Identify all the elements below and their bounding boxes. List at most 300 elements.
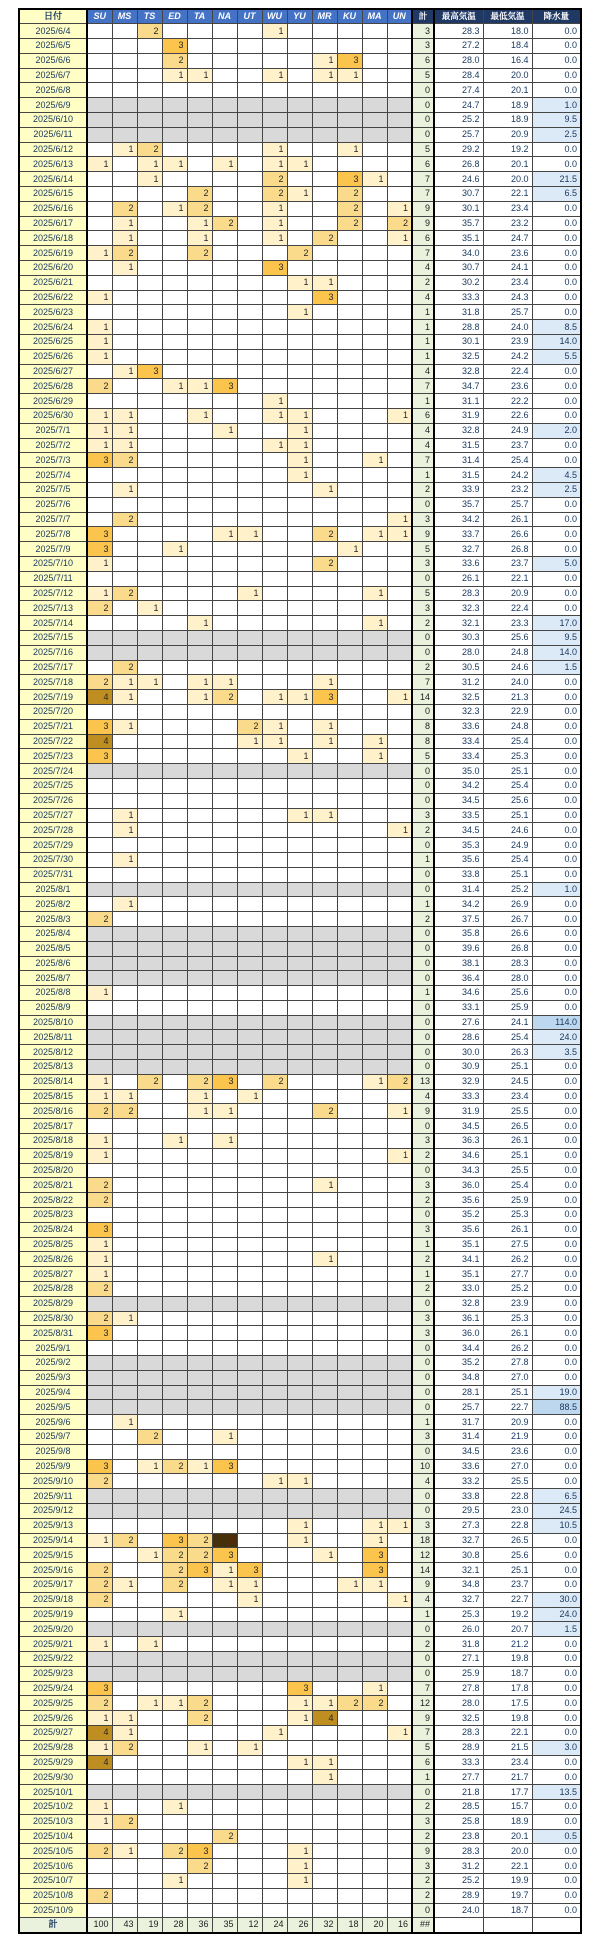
value-cell[interactable] [287,1148,312,1163]
precip-cell[interactable]: 0.0 [532,926,581,941]
value-cell[interactable] [337,704,362,719]
value-cell[interactable] [362,423,387,438]
value-cell[interactable] [187,734,212,749]
value-cell[interactable] [287,897,312,912]
value-cell[interactable] [262,838,287,853]
max-temp-cell[interactable]: 30.0 [434,1045,483,1060]
value-cell[interactable] [362,1311,387,1326]
value-cell[interactable] [137,1503,162,1518]
value-cell[interactable] [362,1844,387,1859]
value-cell[interactable] [337,1548,362,1563]
value-cell[interactable] [237,690,262,705]
value-cell[interactable] [137,867,162,882]
value-cell[interactable]: 1 [187,231,212,246]
value-cell[interactable]: 1 [87,1074,112,1089]
value-cell[interactable] [187,453,212,468]
value-cell[interactable] [137,1577,162,1592]
value-cell[interactable] [237,778,262,793]
value-cell[interactable] [387,912,412,927]
value-cell[interactable] [312,1888,337,1903]
precip-cell[interactable]: 0.0 [532,586,581,601]
value-cell[interactable] [387,1637,412,1652]
value-cell[interactable] [112,1222,137,1237]
value-cell[interactable] [312,1193,337,1208]
value-cell[interactable] [212,1859,237,1874]
value-cell[interactable] [262,1770,287,1785]
value-cell[interactable] [262,1208,287,1223]
value-cell[interactable] [212,1755,237,1770]
value-cell[interactable] [87,838,112,853]
value-cell[interactable] [262,1681,287,1696]
value-cell[interactable] [337,512,362,527]
value-cell[interactable] [312,216,337,231]
max-temp-cell[interactable]: 35.6 [434,1222,483,1237]
value-cell[interactable] [137,838,162,853]
min-temp-cell[interactable]: 23.6 [483,1444,532,1459]
value-cell[interactable] [387,1237,412,1252]
max-temp-cell[interactable]: 35.1 [434,231,483,246]
value-cell[interactable] [362,1725,387,1740]
value-cell[interactable] [212,172,237,187]
value-cell[interactable] [212,645,237,660]
value-cell[interactable] [162,290,187,305]
value-cell[interactable] [262,1341,287,1356]
value-cell[interactable]: 3 [337,172,362,187]
value-cell[interactable] [212,1030,237,1045]
value-cell[interactable]: 2 [112,1740,137,1755]
total-cell[interactable]: 3 [412,601,434,616]
value-cell[interactable] [312,24,337,39]
date-cell[interactable]: 2025/6/27 [19,364,87,379]
date-cell[interactable]: 2025/7/10 [19,556,87,571]
value-cell[interactable] [187,660,212,675]
max-temp-cell[interactable]: 25.2 [434,113,483,128]
value-cell[interactable] [162,1326,187,1341]
value-cell[interactable] [112,290,137,305]
total-cell[interactable]: 4 [412,364,434,379]
value-cell[interactable] [362,1711,387,1726]
value-cell[interactable] [237,142,262,157]
total-cell[interactable]: 12 [412,1696,434,1711]
min-temp-cell[interactable]: 22.1 [483,187,532,202]
value-cell[interactable]: 1 [262,394,287,409]
value-cell[interactable] [387,172,412,187]
min-temp-cell[interactable]: 26.2 [483,1341,532,1356]
date-cell[interactable]: 2025/6/29 [19,394,87,409]
value-cell[interactable]: 3 [87,542,112,557]
value-cell[interactable]: 3 [87,1681,112,1696]
value-cell[interactable] [187,823,212,838]
value-cell[interactable] [212,1489,237,1504]
value-cell[interactable] [387,68,412,83]
precip-cell[interactable]: 0.0 [532,1799,581,1814]
value-cell[interactable] [287,527,312,542]
value-cell[interactable] [262,1148,287,1163]
precip-cell[interactable]: 30.0 [532,1592,581,1607]
value-cell[interactable] [312,971,337,986]
value-cell[interactable] [162,1119,187,1134]
value-cell[interactable] [287,542,312,557]
value-cell[interactable] [287,231,312,246]
value-cell[interactable] [87,24,112,39]
value-cell[interactable] [112,867,137,882]
precip-cell[interactable]: 2.5 [532,127,581,142]
value-cell[interactable] [287,1430,312,1445]
value-cell[interactable] [337,1444,362,1459]
precip-cell[interactable]: 0.0 [532,261,581,276]
value-cell[interactable] [287,645,312,660]
value-cell[interactable] [162,83,187,98]
value-cell[interactable] [312,1134,337,1149]
precip-cell[interactable]: 0.0 [532,1267,581,1282]
precip-cell[interactable]: 0.0 [532,290,581,305]
value-cell[interactable] [362,1163,387,1178]
value-cell[interactable] [187,157,212,172]
value-cell[interactable] [262,290,287,305]
value-cell[interactable] [337,749,362,764]
value-cell[interactable] [362,1489,387,1504]
value-cell[interactable]: 1 [262,68,287,83]
total-cell[interactable]: 1 [412,335,434,350]
value-cell[interactable] [387,556,412,571]
value-cell[interactable] [112,1696,137,1711]
precip-cell[interactable]: 0.0 [532,971,581,986]
value-cell[interactable] [187,897,212,912]
value-cell[interactable] [362,601,387,616]
value-cell[interactable] [337,1474,362,1489]
value-cell[interactable] [312,1089,337,1104]
value-cell[interactable] [387,1799,412,1814]
value-cell[interactable] [262,1104,287,1119]
total-cell[interactable]: 0 [412,1045,434,1060]
max-temp-cell[interactable]: 28.1 [434,1385,483,1400]
value-cell[interactable]: 3 [162,1533,187,1548]
min-temp-cell[interactable]: 25.4 [483,852,532,867]
value-cell[interactable] [312,364,337,379]
value-cell[interactable] [387,660,412,675]
value-cell[interactable] [87,201,112,216]
value-cell[interactable] [237,1548,262,1563]
value-cell[interactable] [362,719,387,734]
value-cell[interactable] [337,497,362,512]
value-cell[interactable] [112,1489,137,1504]
value-cell[interactable] [312,349,337,364]
value-cell[interactable] [112,1267,137,1282]
value-cell[interactable] [137,394,162,409]
value-cell[interactable] [212,1222,237,1237]
value-cell[interactable] [387,1341,412,1356]
value-cell[interactable] [387,630,412,645]
value-cell[interactable]: 1 [287,423,312,438]
value-cell[interactable] [287,1030,312,1045]
precip-cell[interactable]: 0.0 [532,1356,581,1371]
value-cell[interactable] [187,1148,212,1163]
value-cell[interactable]: 3 [187,1844,212,1859]
value-cell[interactable] [212,1089,237,1104]
value-cell[interactable]: 1 [87,246,112,261]
value-cell[interactable] [137,483,162,498]
value-cell[interactable]: 1 [112,1711,137,1726]
min-temp-cell[interactable]: 24.7 [483,231,532,246]
total-cell[interactable]: 4 [412,1474,434,1489]
min-temp-cell[interactable]: 25.1 [483,867,532,882]
max-temp-cell[interactable]: 32.8 [434,364,483,379]
value-cell[interactable] [187,1430,212,1445]
value-cell[interactable] [387,1030,412,1045]
value-cell[interactable] [287,394,312,409]
value-cell[interactable] [162,1651,187,1666]
value-cell[interactable] [262,823,287,838]
value-cell[interactable] [387,290,412,305]
value-cell[interactable]: 4 [87,690,112,705]
total-cell[interactable]: 3 [412,1859,434,1874]
date-cell[interactable]: 2025/9/4 [19,1385,87,1400]
value-cell[interactable] [262,675,287,690]
precip-cell[interactable]: 0.0 [532,764,581,779]
value-cell[interactable] [262,364,287,379]
max-temp-cell[interactable]: 31.4 [434,453,483,468]
precip-cell[interactable]: 0.5 [532,1829,581,1844]
value-cell[interactable] [137,1045,162,1060]
max-temp-cell[interactable]: 35.1 [434,1267,483,1282]
value-cell[interactable] [87,275,112,290]
value-cell[interactable]: 2 [187,1548,212,1563]
precip-cell[interactable]: 14.0 [532,335,581,350]
value-cell[interactable] [237,986,262,1001]
value-cell[interactable] [162,1888,187,1903]
player-header-na[interactable]: NA [212,9,237,24]
max-temp-cell[interactable]: 24.7 [434,98,483,113]
date-cell[interactable]: 2025/7/1 [19,423,87,438]
value-cell[interactable] [187,1311,212,1326]
min-temp-cell[interactable]: 24.9 [483,838,532,853]
precip-cell[interactable]: 0.0 [532,142,581,157]
value-cell[interactable] [262,1607,287,1622]
value-cell[interactable] [137,660,162,675]
value-cell[interactable] [87,1045,112,1060]
value-cell[interactable] [112,1282,137,1297]
value-cell[interactable]: 1 [112,142,137,157]
min-temp-cell[interactable]: 22.8 [483,1518,532,1533]
total-cell[interactable]: 2 [412,823,434,838]
total-cell[interactable]: 5 [412,586,434,601]
value-cell[interactable] [212,571,237,586]
value-cell[interactable] [137,542,162,557]
max-temp-cell[interactable]: 31.8 [434,305,483,320]
value-cell[interactable] [287,1282,312,1297]
value-cell[interactable] [362,68,387,83]
value-cell[interactable] [337,630,362,645]
max-temp-cell[interactable]: 26.8 [434,157,483,172]
value-cell[interactable] [212,1326,237,1341]
date-cell[interactable]: 2025/7/5 [19,483,87,498]
value-cell[interactable] [187,497,212,512]
total-cell[interactable]: 0 [412,1000,434,1015]
precip-cell[interactable]: 0.0 [532,275,581,290]
value-cell[interactable] [262,542,287,557]
value-cell[interactable]: 1 [112,216,137,231]
value-cell[interactable] [312,1341,337,1356]
value-cell[interactable] [237,616,262,631]
value-cell[interactable] [337,1282,362,1297]
value-cell[interactable] [362,1356,387,1371]
player-header-ts[interactable]: TS [137,9,162,24]
value-cell[interactable] [362,379,387,394]
value-cell[interactable] [87,1607,112,1622]
value-cell[interactable] [237,601,262,616]
min-temp-cell[interactable]: 26.1 [483,512,532,527]
value-cell[interactable] [212,453,237,468]
precip-cell[interactable]: 0.0 [532,1666,581,1681]
value-cell[interactable]: 4 [87,734,112,749]
date-cell[interactable]: 2025/9/13 [19,1518,87,1533]
value-cell[interactable] [112,882,137,897]
max-temp-cell[interactable]: 30.1 [434,335,483,350]
date-cell[interactable]: 2025/6/6 [19,53,87,68]
value-cell[interactable] [312,1533,337,1548]
value-cell[interactable] [112,704,137,719]
max-temp-cell[interactable]: 30.7 [434,261,483,276]
value-cell[interactable] [187,1370,212,1385]
value-cell[interactable] [312,39,337,54]
value-cell[interactable]: 2 [162,1459,187,1474]
value-cell[interactable] [362,483,387,498]
value-cell[interactable] [387,1474,412,1489]
precip-cell[interactable]: 0.0 [532,409,581,424]
date-cell[interactable]: 2025/7/25 [19,778,87,793]
value-cell[interactable] [312,1326,337,1341]
value-cell[interactable] [262,1533,287,1548]
value-cell[interactable]: 1 [212,1577,237,1592]
max-temp-cell[interactable]: 32.5 [434,349,483,364]
value-cell[interactable] [262,1385,287,1400]
min-temp-cell[interactable]: 23.2 [483,216,532,231]
value-cell[interactable] [337,39,362,54]
date-cell[interactable]: 2025/9/9 [19,1459,87,1474]
value-cell[interactable] [262,852,287,867]
value-cell[interactable] [287,1799,312,1814]
value-cell[interactable] [362,1148,387,1163]
max-temp-cell[interactable]: 31.2 [434,1859,483,1874]
value-cell[interactable] [212,305,237,320]
value-cell[interactable] [312,1651,337,1666]
value-cell[interactable] [387,438,412,453]
total-cell[interactable]: 0 [412,1666,434,1681]
value-cell[interactable]: 1 [212,1563,237,1578]
precip-cell[interactable]: 2.5 [532,483,581,498]
precip-cell[interactable]: 0.0 [532,1326,581,1341]
value-cell[interactable] [162,882,187,897]
value-cell[interactable] [387,956,412,971]
value-cell[interactable] [112,1622,137,1637]
value-cell[interactable] [237,1696,262,1711]
total-cell[interactable]: 0 [412,704,434,719]
date-cell[interactable]: 2025/7/20 [19,704,87,719]
value-cell[interactable] [237,1104,262,1119]
value-cell[interactable]: 2 [262,187,287,202]
value-cell[interactable]: 1 [112,423,137,438]
value-cell[interactable] [362,1267,387,1282]
date-cell[interactable]: 2025/9/15 [19,1548,87,1563]
value-cell[interactable] [162,1208,187,1223]
max-temp-cell[interactable]: 28.0 [434,1696,483,1711]
value-cell[interactable] [387,571,412,586]
value-cell[interactable] [287,113,312,128]
max-temp-cell[interactable]: 33.6 [434,1459,483,1474]
max-temp-cell[interactable]: 28.0 [434,645,483,660]
min-temp-cell[interactable]: 25.6 [483,630,532,645]
value-cell[interactable] [387,1607,412,1622]
value-cell[interactable] [362,1873,387,1888]
value-cell[interactable] [287,172,312,187]
value-cell[interactable] [237,201,262,216]
precip-cell[interactable]: 0.0 [532,39,581,54]
value-cell[interactable] [137,1415,162,1430]
min-temp-cell[interactable]: 24.5 [483,1074,532,1089]
value-cell[interactable] [112,320,137,335]
date-cell[interactable]: 2025/8/6 [19,956,87,971]
total-cell[interactable]: 2 [412,275,434,290]
precip-cell[interactable]: 0.0 [532,1563,581,1578]
value-cell[interactable] [337,571,362,586]
value-cell[interactable] [87,660,112,675]
value-cell[interactable]: 1 [87,1089,112,1104]
value-cell[interactable] [312,1074,337,1089]
precip-cell[interactable]: 0.0 [532,1311,581,1326]
value-cell[interactable] [137,1163,162,1178]
value-cell[interactable] [162,601,187,616]
value-cell[interactable]: 1 [162,157,187,172]
value-cell[interactable] [112,778,137,793]
precip-cell[interactable]: 0.0 [532,1533,581,1548]
min-temp-cell[interactable]: 23.2 [483,483,532,498]
date-cell[interactable]: 2025/10/3 [19,1814,87,1829]
value-cell[interactable] [187,764,212,779]
value-cell[interactable] [87,83,112,98]
value-cell[interactable] [287,1089,312,1104]
precip-cell[interactable]: 0.0 [532,68,581,83]
value-cell[interactable]: 1 [162,1607,187,1622]
value-cell[interactable]: 2 [137,24,162,39]
value-cell[interactable]: 1 [87,1533,112,1548]
value-cell[interactable] [87,1385,112,1400]
value-cell[interactable] [112,1208,137,1223]
footer-total-cell[interactable]: 18 [337,1918,362,1933]
date-cell[interactable]: 2025/8/1 [19,882,87,897]
min-temp-cell[interactable]: 19.8 [483,1651,532,1666]
value-cell[interactable] [212,24,237,39]
value-cell[interactable] [362,1859,387,1874]
value-cell[interactable] [337,1385,362,1400]
value-cell[interactable]: 2 [187,201,212,216]
value-cell[interactable]: 1 [187,68,212,83]
value-cell[interactable]: 1 [212,527,237,542]
precip-cell[interactable]: 0.0 [532,912,581,927]
value-cell[interactable] [87,630,112,645]
min-temp-cell[interactable]: 25.9 [483,1000,532,1015]
precip-cell[interactable]: 0.0 [532,867,581,882]
value-cell[interactable] [212,98,237,113]
value-cell[interactable]: 1 [287,1696,312,1711]
max-temp-cell[interactable]: 28.4 [434,68,483,83]
date-cell[interactable]: 2025/8/28 [19,1282,87,1297]
total-cell[interactable]: 2 [412,1148,434,1163]
total-cell[interactable]: 3 [412,1222,434,1237]
value-cell[interactable] [262,912,287,927]
value-cell[interactable] [262,1859,287,1874]
date-cell[interactable]: 2025/6/4 [19,24,87,39]
value-cell[interactable] [387,1489,412,1504]
